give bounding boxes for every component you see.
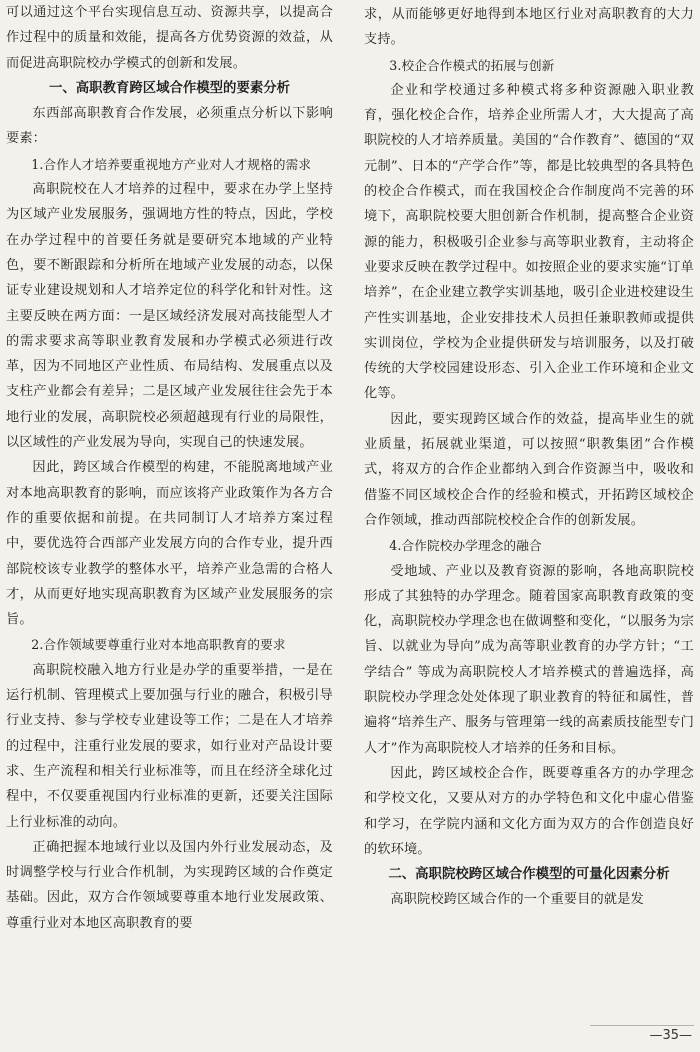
continued-paragraph: 求，从而能够更好地得到本地区行业对高职教育的大力支持。	[364, 7, 694, 48]
footer-rule	[590, 1025, 694, 1026]
paragraph: 正确把握本地域行业以及国内外行业发展动态，及时调整学校与行业合作机制，为实现跨区域的合作奠定基础。因此，双方合作领域要尊重本地行业发展政策、尊重行业对本地区高职教育的要	[6, 839, 333, 931]
paragraph: 因此，跨区域合作模型的构建，不能脱离地域产业对本地高职教育的影响，而应该将产业政策作为各方合作的重要依据和前提。在共同制订人才培养方案过程中，要优选符合西部产业发展方向的合作专业，提升西部院校该专业教学的整体水平，培养产业急需的合格人才，从而更好地实现高职教育为区域产业发展服务的宗旨。	[6, 460, 333, 628]
paragraph: 高职院校融入地方行业是办学的重要举措，一是在运行机制、管理模式上要加强与行业的融合，积极引导行业支持、参与学校专业建设等工作；二是在人才培养的过程中，注重行业发展的要求，如行业对产品设计要求、生产流程和相关行业标准等，而且在经济全球化过程中，不仅要重视国内行业标准的更新，还要关注国际上行业标准的动向。	[6, 662, 333, 830]
paragraph: 高职院校跨区域合作的一个重要目的就是发	[390, 892, 644, 908]
page-number: —35—	[649, 1028, 692, 1043]
paragraph: 东西部高职教育合作发展，必须重点分析以下影响要素：	[6, 106, 333, 147]
paragraph: 企业和学校通过多种模式将多种资源融入职业教育，强化校企合作，培养企业所需人才，大大提高了高职院校的人才培养质量。美国的“合作教育”、德国的“双元制”、日本的“产学合作”等，都是比较典型的各具特色的校企合作模式，而在我国校企合作制度尚不完善的环境下，高职院校要大胆创新合作机制，提高整合企业资源的能力，积极吸引企业参与高等职业教育，主动将企业要求反映在教学过程中。如按照企业的要求实施“订单培养”，在企业建立教学实训基地，吸引企业进校建设生产性实训基地，企业安排技术人员担任兼职教师或提供实训岗位，学校为企业提供研发与培训服务，以及打破传统的大学校园建设形态、引入企业工作环境和企业文化等。	[364, 82, 694, 402]
left-column	[6, 0, 333, 936]
subsection-heading: 2.合作领域要尊重行业对本地高职教育的要求	[31, 637, 286, 653]
subsection-heading: 1.合作人才培养要重视地方产业对人才规格的需求	[31, 156, 312, 172]
subsection-heading: 3.校企合作模式的拓展与创新	[389, 57, 555, 73]
paragraph: 受地域、产业以及教育资源的影响，各地高职院校形成了其独特的办学理念。随着国家高职教育政策的变化，高职院校办学理念也在做调整和变化，“以服务为宗旨、以就业为导向”成为高等职业教育的办学方针；“工学结合” 等成为高职院校人才培养模式的普遍选择，高职院校办学理念处处体现了职业教育的特征和属性，普遍将“培养生产、服务与管理第一线的高素质技能型专门人才”作为高职院校人才培养的任务和目标。	[364, 563, 694, 756]
subsection-heading: 4.合作院校办学理念的融合	[389, 538, 542, 554]
paragraph: 因此，跨区域校企合作，既要尊重各方的办学理念和学校文化，又要从对方的办学特色和文化中虚心借鉴和学习，在学院内涵和文化方面为双方的合作创造良好的软环境。	[364, 765, 694, 857]
continued-paragraph: 可以通过这个平台实现信息互动、资源共享，以提高合作过程中的质量和效能，提高各方优势资源的效益，从而促进高职院校办学模式的创新和发展。	[6, 5, 333, 71]
paragraph: 因此，要实现跨区域合作的效益，提高毕业生的就业质量，拓展就业渠道，可以按照“职教集团”合作模式，将双方的合作企业都纳入到合作资源当中，吸收和借鉴不同区域校企合作的经验和模式，开拓跨区域校企合作领域，推动西部院校校企合作的创新发展。	[364, 411, 694, 528]
paragraph: 高职院校在人才培养的过程中，要求在办学上坚持为区域产业发展服务，强调地方性的特点，因此，学校在办学过程中的首要任务就是要研究本地域的产业特色，要不断跟踪和分析所在地域产业发展的动态，以保证专业建设规划和人才培养定位的科学化和针对性。这主要反映在两方面：一是区域经济发展对高技能型人才的需求要求高等职业教育发展和办学模式必须进行改革，因为不同地区产业性质、布局结构、发展重点以及支柱产业都会有差异；二是区域产业发展往往会先于本地行业的发展，高职院校必须超越现有行业的局限性，以区域性的产业发展为导向，实现自己的快速发展。	[6, 182, 333, 451]
right-column	[364, 2, 694, 913]
section-heading: 二、高职院校跨区域合作模型的可量化因素分析	[388, 867, 670, 883]
section-heading: 一、高职教育跨区域合作模型的要素分析	[48, 80, 291, 96]
